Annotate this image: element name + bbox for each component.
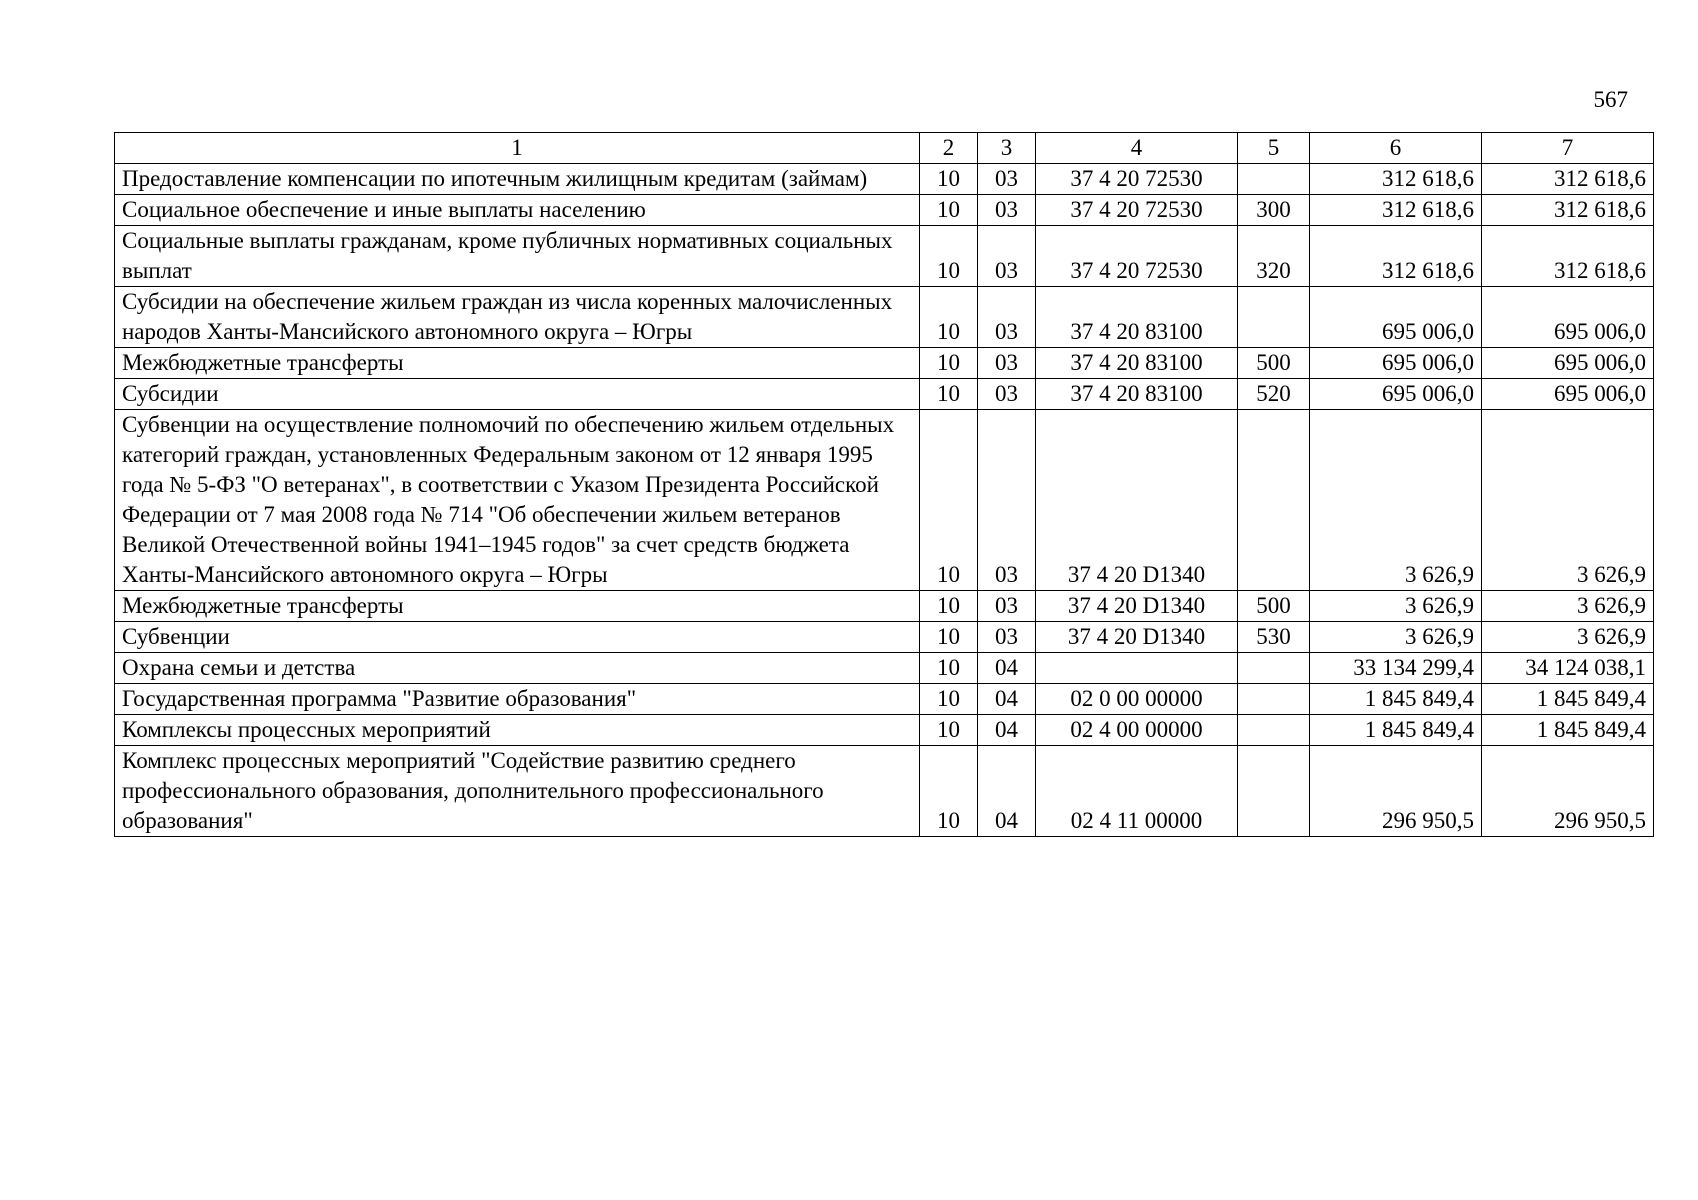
row-amount-6: 695 006,0 bbox=[1310, 379, 1482, 410]
row-amount-6: 312 618,6 bbox=[1310, 195, 1482, 226]
row-subsection: 03 bbox=[978, 287, 1036, 348]
table-row bbox=[115, 226, 1654, 287]
row-expense-type: 500 bbox=[1238, 348, 1310, 379]
table-row bbox=[115, 410, 1654, 591]
table-row bbox=[115, 653, 1654, 684]
row-name: Субвенции на осуществление полномочий по обеспечению жильем отдельных категорий граждан, установленных Федеральным законом от 12 января 1995 года № 5-ФЗ "О ветеранах", в соответствии с Указом Президента Российской Федерации от 7 мая 2008 года № 714 "Об обеспечении жильем ветеранов Великой Отечественной войны 1941–1945 годов" за счет средств бюджета Ханты-Мансийского автономного округа – Югры bbox=[115, 410, 920, 591]
table-row bbox=[115, 348, 1654, 379]
row-amount-7: 312 618,6 bbox=[1482, 226, 1654, 287]
row-target-code: 02 0 00 00000 bbox=[1036, 684, 1238, 715]
row-name: Межбюджетные трансферты bbox=[115, 348, 920, 379]
row-amount-6: 312 618,6 bbox=[1310, 226, 1482, 287]
row-amount-7: 312 618,6 bbox=[1482, 195, 1654, 226]
row-expense-type bbox=[1238, 684, 1310, 715]
row-section: 10 bbox=[920, 715, 978, 746]
row-amount-7: 695 006,0 bbox=[1482, 287, 1654, 348]
row-target-code: 37 4 20 72530 bbox=[1036, 164, 1238, 195]
row-name: Социальные выплаты гражданам, кроме публичных нормативных социальных выплат bbox=[115, 226, 920, 287]
budget-table bbox=[114, 132, 1654, 837]
row-section: 10 bbox=[920, 410, 978, 591]
table-row bbox=[115, 379, 1654, 410]
row-amount-7: 1 845 849,4 bbox=[1482, 684, 1654, 715]
row-name: Комплексы процессных мероприятий bbox=[115, 715, 920, 746]
row-subsection: 04 bbox=[978, 715, 1036, 746]
row-expense-type bbox=[1238, 287, 1310, 348]
column-header-6: 6 bbox=[1310, 133, 1482, 164]
row-subsection: 03 bbox=[978, 226, 1036, 287]
row-target-code bbox=[1036, 653, 1238, 684]
row-expense-type: 520 bbox=[1238, 379, 1310, 410]
row-subsection: 04 bbox=[978, 746, 1036, 837]
row-subsection: 03 bbox=[978, 410, 1036, 591]
table-row bbox=[115, 622, 1654, 653]
row-expense-type: 500 bbox=[1238, 591, 1310, 622]
row-amount-6: 296 950,5 bbox=[1310, 746, 1482, 837]
row-subsection: 03 bbox=[978, 348, 1036, 379]
table-row bbox=[115, 195, 1654, 226]
column-number-row bbox=[115, 133, 1654, 164]
row-name: Государственная программа "Развитие образования" bbox=[115, 684, 920, 715]
table-row bbox=[115, 715, 1654, 746]
row-name: Субсидии bbox=[115, 379, 920, 410]
row-amount-6: 695 006,0 bbox=[1310, 348, 1482, 379]
row-target-code: 37 4 20 83100 bbox=[1036, 379, 1238, 410]
row-subsection: 03 bbox=[978, 591, 1036, 622]
row-amount-6: 3 626,9 bbox=[1310, 622, 1482, 653]
row-section: 10 bbox=[920, 622, 978, 653]
row-name: Предоставление компенсации по ипотечным жилищным кредитам (займам) bbox=[115, 164, 920, 195]
row-amount-7: 695 006,0 bbox=[1482, 348, 1654, 379]
row-expense-type: 320 bbox=[1238, 226, 1310, 287]
row-subsection: 03 bbox=[978, 164, 1036, 195]
row-subsection: 04 bbox=[978, 653, 1036, 684]
column-header-4: 4 bbox=[1036, 133, 1238, 164]
column-header-2: 2 bbox=[920, 133, 978, 164]
row-section: 10 bbox=[920, 684, 978, 715]
row-target-code: 37 4 20 D1340 bbox=[1036, 410, 1238, 591]
table-row bbox=[115, 746, 1654, 837]
row-name: Межбюджетные трансферты bbox=[115, 591, 920, 622]
row-target-code: 02 4 11 00000 bbox=[1036, 746, 1238, 837]
page-number: 567 bbox=[1593, 87, 1628, 112]
row-section: 10 bbox=[920, 195, 978, 226]
row-amount-6: 3 626,9 bbox=[1310, 410, 1482, 591]
row-subsection: 03 bbox=[978, 379, 1036, 410]
row-name: Субвенции bbox=[115, 622, 920, 653]
row-target-code: 37 4 20 83100 bbox=[1036, 287, 1238, 348]
row-section: 10 bbox=[920, 348, 978, 379]
row-amount-7: 34 124 038,1 bbox=[1482, 653, 1654, 684]
row-amount-7: 3 626,9 bbox=[1482, 622, 1654, 653]
row-expense-type bbox=[1238, 410, 1310, 591]
row-amount-6: 1 845 849,4 bbox=[1310, 715, 1482, 746]
row-amount-7: 3 626,9 bbox=[1482, 591, 1654, 622]
row-section: 10 bbox=[920, 746, 978, 837]
row-target-code: 37 4 20 72530 bbox=[1036, 226, 1238, 287]
table-row bbox=[115, 591, 1654, 622]
row-amount-6: 33 134 299,4 bbox=[1310, 653, 1482, 684]
row-section: 10 bbox=[920, 164, 978, 195]
row-name: Субсидии на обеспечение жильем граждан из числа коренных малочисленных народов Ханты-Мансийского автономного округа – Югры bbox=[115, 287, 920, 348]
row-amount-6: 695 006,0 bbox=[1310, 287, 1482, 348]
row-expense-type bbox=[1238, 653, 1310, 684]
row-amount-7: 296 950,5 bbox=[1482, 746, 1654, 837]
row-section: 10 bbox=[920, 287, 978, 348]
row-subsection: 04 bbox=[978, 684, 1036, 715]
row-section: 10 bbox=[920, 591, 978, 622]
row-amount-6: 312 618,6 bbox=[1310, 164, 1482, 195]
row-amount-7: 695 006,0 bbox=[1482, 379, 1654, 410]
row-amount-7: 3 626,9 bbox=[1482, 410, 1654, 591]
row-target-code: 37 4 20 D1340 bbox=[1036, 622, 1238, 653]
row-expense-type bbox=[1238, 164, 1310, 195]
row-section: 10 bbox=[920, 653, 978, 684]
row-subsection: 03 bbox=[978, 622, 1036, 653]
table-row bbox=[115, 287, 1654, 348]
row-name: Социальное обеспечение и иные выплаты населению bbox=[115, 195, 920, 226]
row-amount-6: 3 626,9 bbox=[1310, 591, 1482, 622]
row-target-code: 02 4 00 00000 bbox=[1036, 715, 1238, 746]
row-subsection: 03 bbox=[978, 195, 1036, 226]
row-expense-type: 530 bbox=[1238, 622, 1310, 653]
column-header-7: 7 bbox=[1482, 133, 1654, 164]
row-target-code: 37 4 20 83100 bbox=[1036, 348, 1238, 379]
column-header-1: 1 bbox=[115, 133, 920, 164]
row-amount-7: 1 845 849,4 bbox=[1482, 715, 1654, 746]
row-amount-6: 1 845 849,4 bbox=[1310, 684, 1482, 715]
row-target-code: 37 4 20 D1340 bbox=[1036, 591, 1238, 622]
row-target-code: 37 4 20 72530 bbox=[1036, 195, 1238, 226]
row-section: 10 bbox=[920, 379, 978, 410]
row-expense-type: 300 bbox=[1238, 195, 1310, 226]
column-header-3: 3 bbox=[978, 133, 1036, 164]
table-row bbox=[115, 684, 1654, 715]
row-amount-7: 312 618,6 bbox=[1482, 164, 1654, 195]
row-section: 10 bbox=[920, 226, 978, 287]
column-header-5: 5 bbox=[1238, 133, 1310, 164]
row-expense-type bbox=[1238, 746, 1310, 837]
row-expense-type bbox=[1238, 715, 1310, 746]
row-name: Охрана семьи и детства bbox=[115, 653, 920, 684]
row-name: Комплекс процессных мероприятий "Содействие развитию среднего профессионального образования, дополнительного профессионального образования" bbox=[115, 746, 920, 837]
table-row bbox=[115, 164, 1654, 195]
